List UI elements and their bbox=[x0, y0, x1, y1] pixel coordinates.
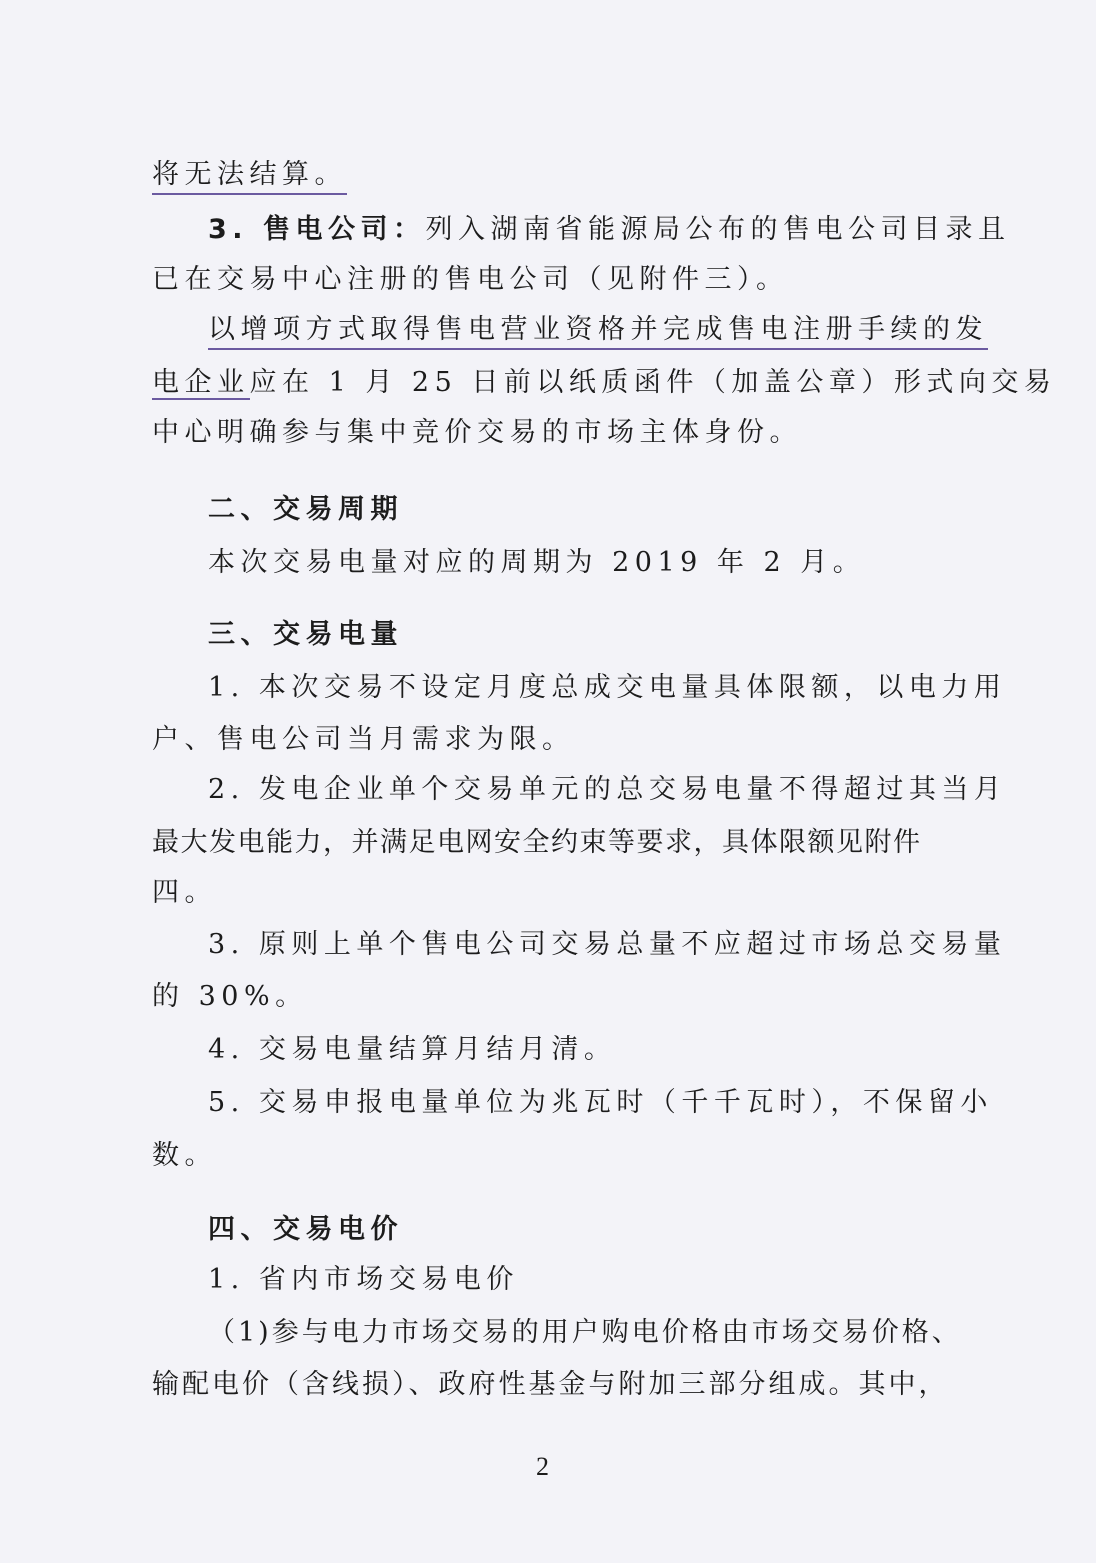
paragraph-line: （1)参与电力市场交易的用户购电价格由市场交易价格、 bbox=[208, 1317, 962, 1348]
paragraph-line: 已在交易中心注册的售电公司（见附件三）。 bbox=[152, 264, 789, 295]
paragraph-line: 本次交易电量对应的周期为 2019 年 2 月。 bbox=[208, 547, 866, 578]
text: 应在 1 月 25 日前以纸质函件（加盖公章）形式向交易 bbox=[249, 367, 1057, 398]
paragraph-line: 2. 发电企业单个交易单元的总交易电量不得超过其当月 bbox=[208, 774, 1007, 805]
paragraph-line bbox=[152, 365, 1056, 401]
item-text: 列入湖南省能源局公布的售电公司目录且 bbox=[425, 214, 1011, 245]
paragraph-line: 5. 交易申报电量单位为兆瓦时（千千瓦时），不保留小 bbox=[208, 1087, 993, 1118]
section-heading: 二、交易周期 bbox=[208, 494, 403, 525]
paragraph-line: 将无法结算。 bbox=[152, 157, 347, 195]
paragraph-line: 最大发电能力，并满足电网安全约束等要求，具体限额见附件 bbox=[152, 827, 922, 858]
paragraph-line: 中心明确参与集中竞价交易的市场主体身份。 bbox=[152, 417, 802, 448]
paragraph-line: 3. 原则上单个售电公司交易总量不应超过市场总交易量 bbox=[208, 929, 1007, 960]
page-number: 2 bbox=[536, 1452, 549, 1481]
paragraph-line: 1. 本次交易不设定月度总成交电量具体限额，以电力用 bbox=[208, 672, 1007, 703]
paragraph-line: 1. 省内市场交易电价 bbox=[208, 1264, 519, 1295]
paragraph-line: 以增项方式取得售电营业资格并完成售电注册手续的发 bbox=[208, 312, 988, 350]
paragraph-line: 户、售电公司当月需求为限。 bbox=[152, 724, 575, 755]
paragraph-line: 的 30%。 bbox=[152, 981, 308, 1012]
paragraph-line: 输配电价（含线损）、政府性基金与附加三部分组成。其中， bbox=[152, 1369, 949, 1400]
paragraph-line: 4. 交易电量结算月结月清。 bbox=[208, 1034, 617, 1065]
item-label: 3. 售电公司： bbox=[208, 214, 426, 245]
underlined-text: 电企业 bbox=[152, 367, 250, 398]
paragraph-line: 数。 bbox=[152, 1140, 217, 1171]
paragraph-line: 四。 bbox=[152, 877, 217, 908]
section-heading: 三、交易电量 bbox=[208, 619, 403, 650]
paragraph-line bbox=[208, 212, 1010, 248]
section-heading: 四、交易电价 bbox=[208, 1214, 403, 1245]
